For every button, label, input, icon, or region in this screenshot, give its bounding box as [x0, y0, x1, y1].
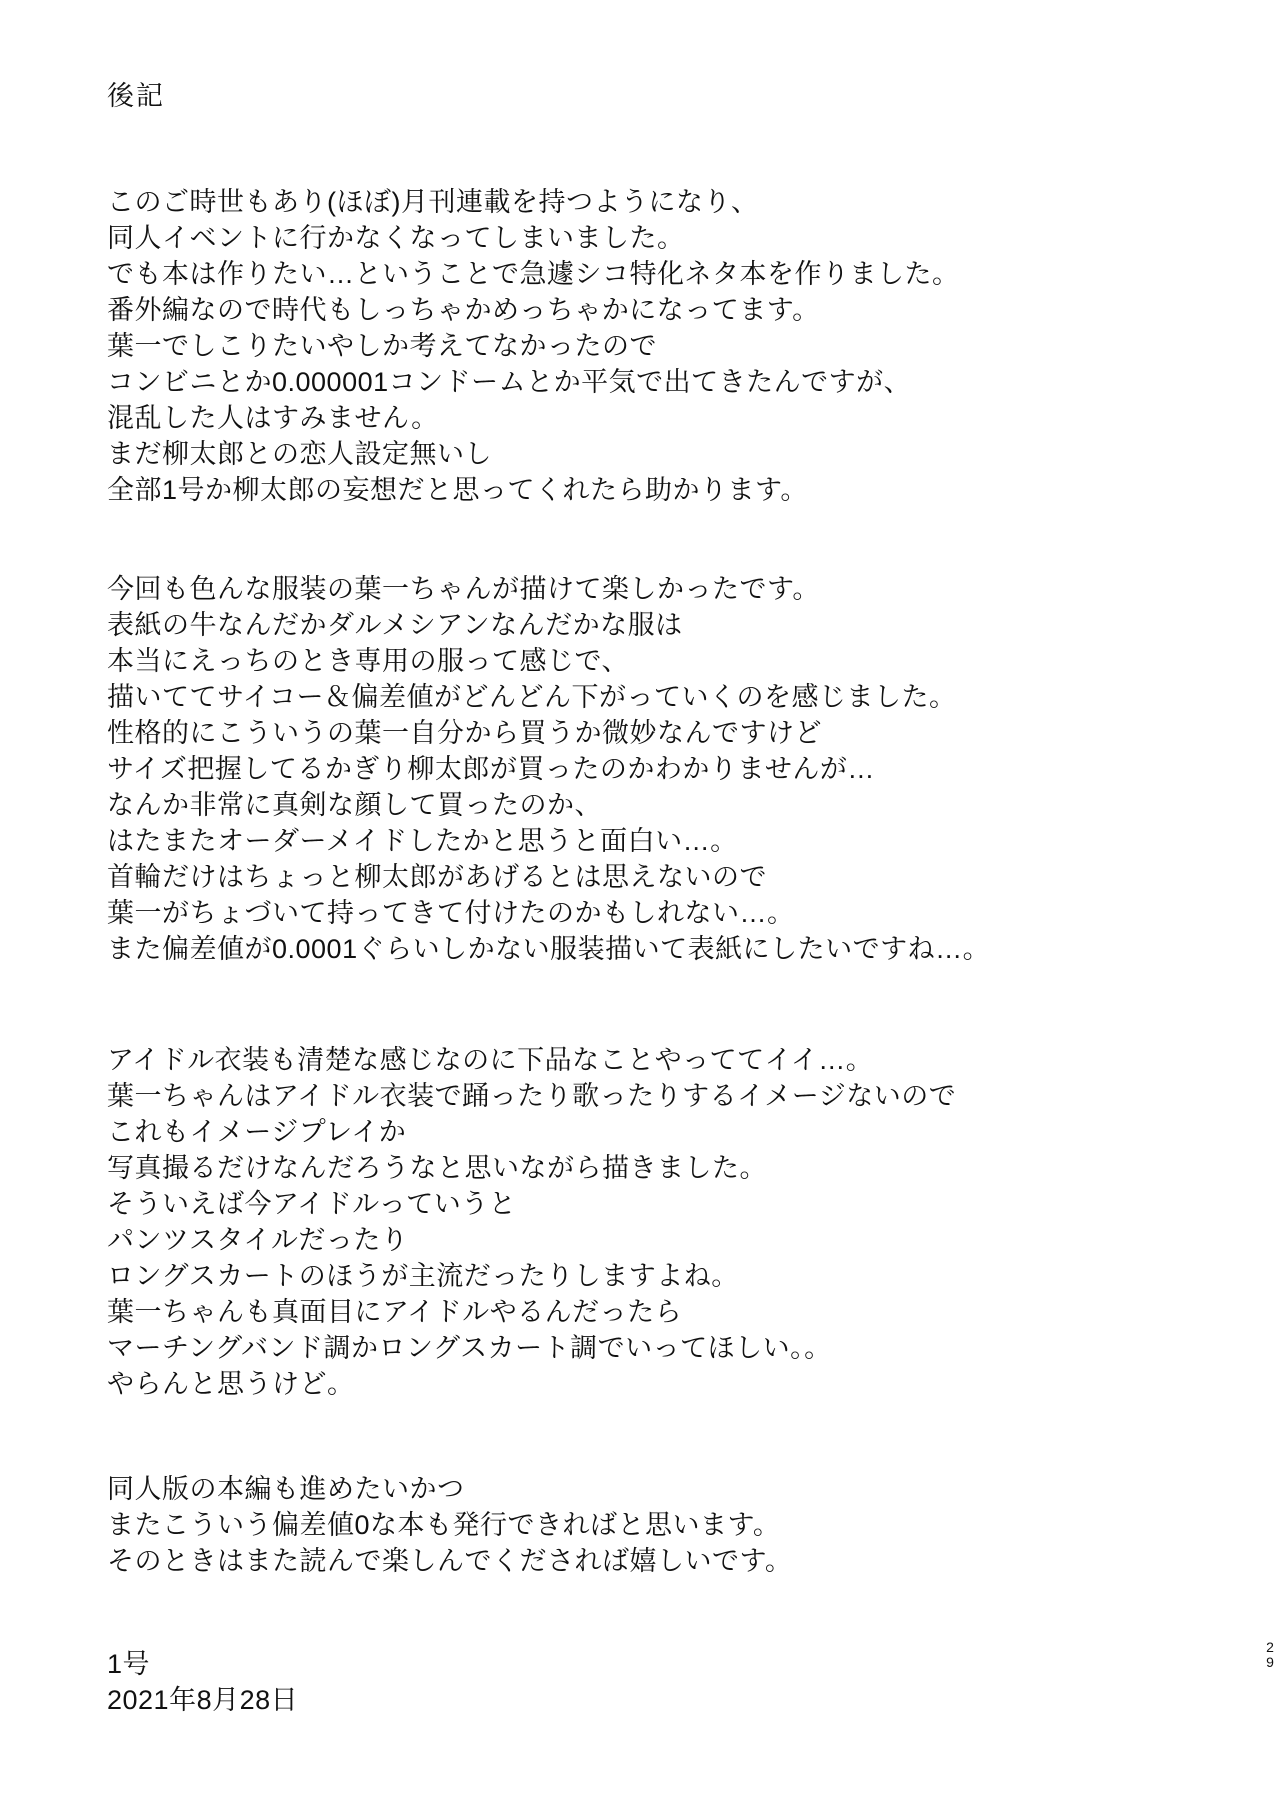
text-line: 番外編なので時代もしっちゃかめっちゃかになってます。: [107, 295, 820, 325]
author-name: 1号: [107, 1649, 151, 1679]
text-line: アイドル衣装も清楚な感じなのに下品なことやっててイイ…。: [107, 1045, 874, 1075]
text-line: またこういう偏差値0な本も発行できればと思います。: [107, 1510, 781, 1540]
text-line: また偏差値が0.0001ぐらいしかない服装描いて表紙にしたいですね…。: [107, 934, 991, 964]
text-line: でも本は作りたい…ということで急遽シコ特化ネタ本を作りました。: [107, 259, 960, 289]
text-line: 葉一ちゃんも真面目にアイドルやるんだったら: [107, 1297, 683, 1327]
text-line: 性格的にこういうの葉一自分から買うか微妙なんですけど: [107, 718, 822, 748]
text-line: 表紙の牛なんだかダルメシアンなんだかな服は: [107, 610, 683, 640]
paragraph-cover-outfit: [107, 571, 990, 967]
text-line: サイズ把握してるかぎり柳太郎が買ったのかわかりませんが…: [107, 754, 875, 784]
text-line: そういえば今アイドルっていうと: [107, 1189, 517, 1219]
text-line: 今回も色んな服装の葉一ちゃんが描けて楽しかったです。: [107, 574, 820, 604]
text-line: コンビニとか0.000001コンドームとか平気で出てきたんですが、: [107, 367, 912, 397]
page-title: 後記: [107, 81, 165, 111]
text-line: はたまたオーダーメイドしたかと思うと面白い…。: [107, 826, 738, 856]
text-line: 同人版の本編も進めたいかつ: [107, 1474, 465, 1504]
page-number: 29: [1266, 1639, 1274, 1670]
signature-block: [107, 1646, 298, 1718]
text-line: 同人イベントに行かなくなってしまいました。: [107, 223, 685, 253]
text-line: 首輪だけはちょっと柳太郎があげるとは思えないので: [107, 862, 767, 892]
text-line: 葉一でしこりたいやしか考えてなかったので: [107, 331, 657, 361]
text-line: 描いててサイコー＆偏差値がどんどん下がっていくのを感じました。: [107, 682, 957, 712]
text-line: このご時世もあり(ほぼ)月刊連載を持つようになり、: [107, 187, 759, 217]
text-line: 葉一ちゃんはアイドル衣装で踊ったり歌ったりするイメージないので: [107, 1081, 957, 1111]
text-line: パンツスタイルだったり: [107, 1225, 409, 1255]
text-line: 混乱した人はすみません。: [107, 403, 439, 433]
text-line: そのときはまた読んで楽しんでくだされば嬉しいです。: [107, 1546, 793, 1576]
paragraph-idol-outfit: [107, 1042, 956, 1402]
text-line: やらんと思うけど。: [107, 1369, 355, 1399]
text-line: ロングスカートのほうが主流だったりしますよね。: [107, 1261, 739, 1291]
text-line: 本当にえっちのとき専用の服って感じで、: [107, 646, 629, 676]
paragraph-intro: [107, 184, 960, 508]
text-line: マーチングバンド調かロングスカート調でいってほしい。。: [107, 1333, 832, 1363]
text-line: これもイメージプレイか: [107, 1117, 407, 1147]
text-line: 写真撮るだけなんだろうなと思いながら描きました。: [107, 1153, 767, 1183]
text-line: 全部1号か柳太郎の妄想だと思ってくれたら助かります。: [107, 475, 808, 505]
text-line: なんか非常に真剣な顔して買ったのか、: [107, 790, 602, 820]
publication-date: 2021年8月28日: [107, 1685, 299, 1715]
paragraph-closing: [107, 1471, 792, 1579]
text-line: 葉一がちょづいて持ってきて付けたのかもしれない…。: [107, 898, 795, 928]
text-line: まだ柳太郎との恋人設定無いし: [107, 439, 492, 469]
